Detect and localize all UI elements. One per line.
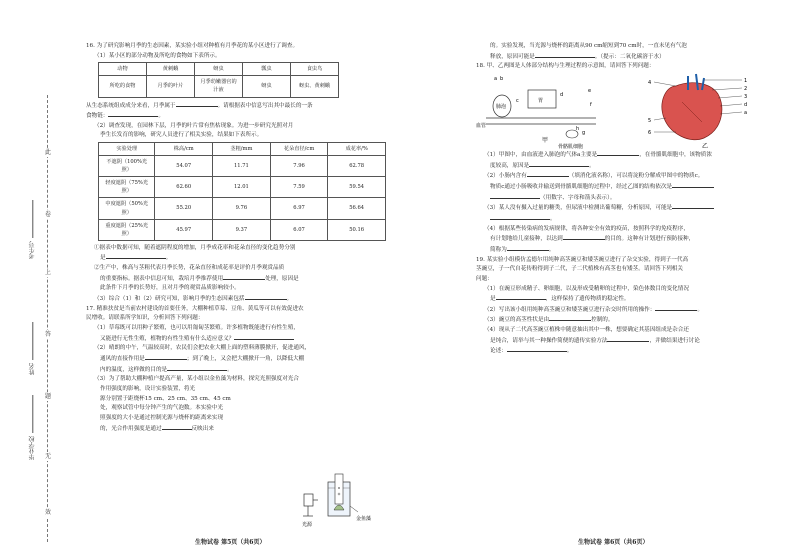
table-cell: 62.60 [155, 177, 213, 198]
table-cell: 62.78 [328, 156, 386, 177]
diagram-label: e [588, 87, 592, 94]
text: 是 [100, 255, 106, 262]
table-row [99, 156, 386, 177]
table-cell: 12.01 [212, 177, 270, 198]
table-cell: 56.64 [328, 198, 386, 219]
table-row [99, 76, 339, 97]
text: 作用强度的影响，设计实验装置，将光 [100, 385, 196, 392]
q18-figures [476, 72, 766, 150]
heart-label: 6 [648, 129, 652, 136]
apparatus-light-label: 光源 [302, 522, 313, 528]
heart-label: 4 [648, 79, 652, 86]
table-cell: 6.97 [270, 198, 328, 219]
page-6: 的。实验发现，当光源与烧杯的距离从90 cm缩短到70 cm时，一直未见有气泡 释放，原因可能是 。（提示：二氧化碳溶于水） 18. 甲、乙两图是人体部分结构与生理过程的示意图，请回答下列问题： 肺泡 胃 血管 骨骼肌细胞 a b c d e f g h 甲 4 5 6 1 2 3 d a 乙 （1）甲图中，由血液进入肺泡的气体a主要是 ，在骨骼肌细胞中，该物质浓 度较高，原因是 。 （2）小肠内含有 （填消化液名称），可以将淀粉分解成甲图中的物质c。 物质c通过小肠吸收并输送到骨骼肌细胞的过程中，经过乙图的结构依次是 （用数字、字母和箭头表示）。 （3）某人没有摄入过量的糖类，但尿液中检测出葡萄糖，分析原因，可能是 。 （4）根据某些传染病的发病规律，将各种安全有效的疫苗，按照科学的免疫程序， 有计划地给儿童接种，以达到 的目的。这种有计划进行预防接种， 简称为 。 19. 某实验小组模仿孟德尔用纯种高茎豌豆和矮茎豌豆进行了杂交实验，得到子一代高 茎豌豆，子一代自花传粉得到子二代，子二代植株有高茎也有矮茎。请回答下列相关 问题： （1）在豌豆形成精子、卵细胞，以及形成受精卵的过程中，染色体数目的变化情况 是 ，这样保持了遗传物质的稳定性。 （2）写出该小组用纯种高茎豌豆和矮茎豌豆进行杂交时所用的操作： 。 （3）豌豆的高茎性状是由 控制的。 （4）现从子二代高茎豌豆植株中随意抽出其中一株，想要确定其基因组成是杂合还 是纯合，请举与其一种操作简便的遗传实验方法 ，并做结果进行讨论 论述： 。 [476, 42, 766, 357]
lamp-icon [303, 494, 318, 516]
answer-blank[interactable] [106, 253, 166, 259]
answer-blank[interactable] [108, 111, 158, 117]
answer-blank[interactable] [655, 305, 697, 311]
table-header-row [99, 143, 386, 156]
figure-caption: 甲 [542, 136, 549, 144]
q19-intro2: 茎豌豆，子一代自花传粉得到子二代，子二代植株有高茎也有矮茎。请回答下列相关 [476, 266, 683, 273]
answer-blank[interactable] [529, 161, 589, 167]
answer-blank[interactable] [672, 203, 714, 209]
table-row [99, 63, 339, 76]
answer-blank[interactable] [507, 245, 549, 251]
text: 的重要指标。据表中信息可知，栽培月季推荐使用 [100, 275, 224, 282]
experiment-apparatus-figure [300, 470, 380, 530]
heart-label: 2 [744, 85, 748, 92]
table-cell: 蚜虫 [243, 76, 291, 97]
text: （填消化液名称），可以将淀粉分解成甲图中的物质c。 [568, 173, 704, 180]
table-cell: 蚜虫 [195, 63, 243, 76]
alveolus-label: 肺泡 [496, 103, 507, 110]
text: 是 [490, 296, 496, 303]
table-cell: 9.76 [212, 198, 270, 219]
table-header: 花朵直径/cm [270, 143, 328, 156]
heart-label: 1 [744, 77, 748, 84]
muscle-cell-label: 骨骼肌细胞 [558, 143, 584, 150]
answer-blank[interactable] [672, 182, 714, 188]
growth-table [98, 142, 386, 241]
binding-word: 答 [44, 331, 51, 338]
diagram-label: a [494, 75, 498, 82]
text: （1）甲图中，由血液进入肺泡的气体a主要是 [484, 151, 598, 158]
q17-part2: （2）晴朗的中午，气温较高时，农民们会把农业大棚上面的塑料薄膜掀开，促进通风， [94, 345, 311, 352]
table-cell: 55.20 [155, 198, 213, 219]
beaker-icon [328, 474, 350, 516]
table-cell: 9.37 [212, 219, 270, 240]
answer-blank[interactable] [607, 336, 649, 342]
answer-blank[interactable] [245, 294, 287, 300]
q16-part1: （1）某小区的部分动物及所吃的食物如下表所示。 [94, 52, 221, 59]
q16-part2b: 季生长发育的影响，研究人员进行了相关实验，结果如下表所示。 [100, 132, 263, 139]
diagram-label: c [516, 97, 519, 104]
heart-label: d [744, 101, 748, 108]
text: 。请根据表中信息写出其中最长的一条 [217, 102, 313, 109]
table-cell: 食虫鸟 [291, 63, 339, 76]
table-row [99, 219, 386, 240]
table-header: 茎粗/mm [212, 143, 270, 156]
answer-blank[interactable] [162, 424, 192, 430]
candidate-number-field[interactable] [28, 200, 37, 259]
answer-blank[interactable] [535, 52, 595, 58]
diagram-label: g [582, 129, 586, 136]
answer-blank[interactable] [527, 171, 569, 177]
binding-dashed-line [47, 95, 48, 542]
answer-blank[interactable] [145, 354, 187, 360]
answer-blank[interactable] [490, 193, 540, 199]
text: 通风的直接作用是 [100, 355, 145, 362]
q16-intro: 16. 为了研究影响月季的生态因素，某实验小组对种植有月季花的某小区进行了调查。 [86, 43, 299, 49]
food-table [98, 62, 339, 97]
binding-word: 题 [44, 393, 51, 400]
q16-sub2d: 此条件下月季的长势好，且对月季的观赏品质影响较小。 [100, 285, 240, 292]
q17-intro: 17. 精准扶贫是当前农村建设的首要任务，大棚种植草莓、豆角、黄瓜等可以有效促进农 [86, 305, 304, 312]
table-cell: 50.16 [328, 219, 386, 240]
text: 照强度的大小是通过控制光源与烧杯的距离来实现 [100, 414, 224, 421]
figure-caption: 乙 [702, 142, 709, 150]
circulation-diagram-figure [476, 72, 616, 150]
text: ；到了晚上，又会把大棚掀开一角，以降低大棚 [186, 355, 305, 362]
table-cell: 不遮阴（100%光照） [99, 156, 155, 177]
text: 。（提示：二氧化碳溶于水） [594, 53, 665, 60]
table-cell: 蚜虫、黄刺蛾 [291, 76, 339, 97]
text: 释放，原因可能是 [490, 53, 535, 60]
vessel-label: 血管 [476, 122, 487, 129]
binding-word: 上 [44, 269, 51, 276]
page-footer-right: 生物试卷 第6页（共6页） [578, 539, 649, 546]
text: 论述： [490, 348, 507, 355]
text: 源分别置于距烧杯15 cm、25 cm、35 cm、45 cm [100, 395, 231, 402]
text: 控制的。 [591, 317, 614, 324]
stomach-label: 胃 [538, 97, 544, 104]
text: 处理，原因是 [265, 275, 299, 282]
text: （2）写出该小组用纯种高茎豌豆和矮茎豌豆进行杂交时所用的操作： [484, 306, 656, 313]
q17-part3: （3）为了帮助大棚种植户提高产量，某小组以金鱼藻为材料，探究光照强度对光合 [94, 376, 299, 383]
q19-part4: （4）现从子二代高茎豌豆植株中随意抽出其中一株，想要确定其基因组成是杂合还 [484, 327, 689, 334]
table-cell: 7.59 [270, 177, 328, 198]
diagram-label: f [590, 101, 592, 108]
page-footer-left: 生物试卷 第5页（共6页） [195, 539, 266, 546]
binding-word: 卷 [44, 211, 51, 218]
text: （3）某人没有摄入过量的糖类，但尿液中检测出葡萄糖，分析原因，可能是 [484, 205, 673, 212]
text: ，并做结果进行讨论 [649, 337, 700, 344]
text: 反映出来 [191, 425, 214, 432]
q17-cont: 的。实验发现，当光源与烧杯的距离从90 cm缩短到70 cm时，一直未见有气泡 [490, 43, 687, 49]
text: 的目的。这种有计划进行预防接种， [604, 236, 695, 243]
answer-blank[interactable] [507, 346, 567, 352]
text: 度较高，原因是 [490, 162, 530, 169]
text: 内的温度，这样做的目的是 [100, 366, 168, 373]
text: 物质c通过小肠吸收并输送到骨骼肌细胞的过程中，经过乙图的结构依次是 [490, 183, 673, 190]
q19-intro3: 问题： [476, 275, 493, 282]
table-cell: 54.07 [155, 156, 213, 177]
heart-shape [662, 83, 722, 140]
answer-blank[interactable] [176, 101, 218, 107]
text: 又能进行无性生殖，植物的有性生殖有什么适应意义？ [100, 335, 235, 342]
text: 简称为 [490, 246, 507, 253]
text: （用数字、字母和箭头表示）。 [540, 194, 616, 201]
answer-blank[interactable] [549, 315, 591, 321]
diagram-label: h [576, 125, 580, 132]
binding-margin [0, 0, 70, 560]
table-cell: 瓢虫 [243, 63, 291, 76]
table-cell: 59.54 [328, 177, 386, 198]
q18-intro: 18. 甲、乙两图是人体部分结构与生理过程的示意图，请回答下列问题： [476, 63, 655, 70]
q17-part1: （1）草莓既可以用种子繁殖，也可以用匍匐茎繁殖。许多植物既能进行有性生殖， [94, 324, 299, 331]
q19-intro: 19. 某实验小组模仿孟德尔用纯种高茎豌豆和矮茎豌豆进行了杂交实验，得到子一代高 [476, 256, 689, 263]
table-cell: 7.96 [270, 156, 328, 177]
q18-part4: （4）根据某些传染病的发病规律，将各种安全有效的疫苗，按照科学的免疫程序， [484, 225, 689, 232]
table-cell: 动物 [99, 63, 147, 76]
table-cell: 6.07 [270, 219, 328, 240]
text: ，在骨骼肌细胞中，该物质浓 [639, 151, 712, 158]
table-header: 成花率/% [328, 143, 386, 156]
q16-sub1: ①据表中数据可知，随着遮阴程度的增加，月季成花率和花朵直径的变化趋势分别 [94, 244, 296, 251]
text: 处，观察试管中每分钟产生的气泡数。本实验中光 [100, 405, 224, 412]
answer-blank[interactable] [234, 334, 294, 340]
heart-label: a [744, 109, 748, 116]
table-cell: 重度遮阴（25%光照） [99, 219, 155, 240]
table-cell: 月季幼嫩器官的汁液 [195, 76, 243, 97]
text: 从生态系统组成成分来看，月季属于 [86, 102, 176, 109]
q17-intro2: 民增收。请联系所学知识，分析回答下列问题： [86, 315, 204, 322]
text: （3）综合（1）和（2）研究可知，影响月季的生态因素包括 [94, 295, 245, 302]
table-header: 株高/cm [155, 143, 213, 156]
table-cell: 中度遮阴（50%光照） [99, 198, 155, 219]
binding-word: 效 [44, 509, 51, 516]
school-field[interactable] [28, 395, 37, 460]
answer-blank[interactable] [563, 234, 605, 240]
page-5: 16. 为了研究影响月季的生态因素，某实验小组对种植有月季花的某小区进行了调查。 （1）某小区的部分动物及所吃的食物如下表所示。 动物 黄刺蛾 蚜虫 瓢虫 食虫鸟 所吃的食物 月季的叶片 月季幼嫩器官的汁液 蚜虫 蚜虫、黄刺蛾 从生态系统组成成分来看，月季属于 。请根据表中信息写出其中最长的一条 食物链： 。 （2）调查发现，在园林下层，月季的叶片常有焦枯现象。为进一步研究光照对月 季生长发育的影响，研究人员进行了相关实验，结果如下表所示。 实验处理 株高/cm 茎粗/mm 花朵直径/cm 成花率/% 不遮阴（100%光照） 54.07 11.71 7.96 62.78 轻度遮阴（75%光照） 62.60 12.01 7.59 59.54 中度遮阴（50%光照） 55.20 9.76 6.97 56.64 重度遮阴（25%光照） 45.97 9.37 6.07 50.16 ①据表中数据可知，随着遮阴程度的增加，月季成花率和花朵直径的变化趋势分别 是 。 ②生产中，株高与茎粗代表月季长势，花朵直径和成花率是评价月季观赏品质 的重要指标。据表中信息可知，栽培月季推荐使用 处理，原因是 此条件下月季的长势好，且对月季的观赏品质影响较小。 （3）综合（1）和（2）研究可知，影响月季的生态因素包括 。 17. 精准扶贫是当前农村建设的首要任务，大棚种植草莓、豆角、黄瓜等可以有效促进农 民增收。请联系所学知识，分析回答下列问题： （1）草莓既可以用种子繁殖，也可以用匍匐茎繁殖。许多植物既能进行有性生殖， 又能进行无性生殖，植物的有性生殖有什么适应意义？ （2）晴朗的中午，气温较高时，农民们会把农业大棚上面的塑料薄膜掀开，促进通风， 通风的直接作用是 ；到了晚上，又会把大棚掀开一角，以降低大棚 内的温度，这样做的目的是 。 （3）为了帮助大棚种植户提高产量，某小组以金鱼藻为材料，探究光照强度对光合 作用强度的影响，设计实验装置，将光 源分别置于距烧杯15 cm、25 cm、35 cm、45 cm 处，观察试管中每分钟产生的气泡数。本实验中光 照强度的大小是通过控制光源与烧杯的距离来实现 的，光合作用强度是通过 反映出来 [86, 42, 386, 434]
table-cell: 45.97 [155, 219, 213, 240]
text: 食物链： [86, 113, 109, 120]
field-label: 姓名 [29, 363, 36, 375]
apparatus-plant-label: 金鱼藻 [356, 516, 372, 522]
table-cell: 轻度遮阴（75%光照） [99, 177, 155, 198]
q16-sub2: ②生产中，株高与茎粗代表月季长势，花朵直径和成花率是评价月季观赏品质 [94, 265, 285, 271]
table-header: 实验处理 [99, 143, 155, 156]
binding-word: 此 [44, 149, 51, 156]
field-label: 考生号 [29, 241, 36, 259]
binding-word: 无 [44, 453, 51, 460]
field-label: 毕业学校 [29, 436, 36, 460]
name-field[interactable] [28, 322, 37, 375]
heart-label: 3 [744, 93, 748, 100]
table-cell: 月季的叶片 [147, 76, 195, 97]
answer-blank[interactable] [496, 294, 546, 300]
text: （2）小肠内含有 [484, 173, 527, 180]
text: ，这样保持了遗传物质的稳定性。 [545, 296, 630, 303]
text: （3）豌豆的高茎性状是由 [484, 317, 550, 324]
table-cell: 11.71 [212, 156, 270, 177]
table-row [99, 177, 386, 198]
answer-blank[interactable] [223, 274, 265, 280]
q19-part1: （1）在豌豆形成精子、卵细胞，以及形成受精卵的过程中，染色体数目的变化情况 [484, 285, 689, 292]
text: 是纯合，请举与其一种操作简便的遗传实验方法 [490, 337, 608, 344]
answer-blank[interactable] [597, 150, 639, 156]
table-cell: 黄刺蛾 [147, 63, 195, 76]
table-cell: 所吃的食物 [99, 76, 147, 97]
diagram-label: b [500, 75, 504, 82]
table-row [99, 198, 386, 219]
heart-diagram-figure [646, 72, 766, 150]
answer-blank[interactable] [167, 365, 227, 371]
diagram-label: d [560, 91, 564, 98]
text: 的，光合作用强度是通过 [100, 425, 162, 432]
answer-blank[interactable] [490, 214, 550, 220]
q16-part2: （2）调查发现，在园林下层，月季的叶片常有焦枯现象。为进一步研究光照对月 [94, 122, 294, 129]
heart-label: 5 [648, 117, 652, 124]
text: 有计划地给儿童接种，以达到 [490, 236, 563, 243]
